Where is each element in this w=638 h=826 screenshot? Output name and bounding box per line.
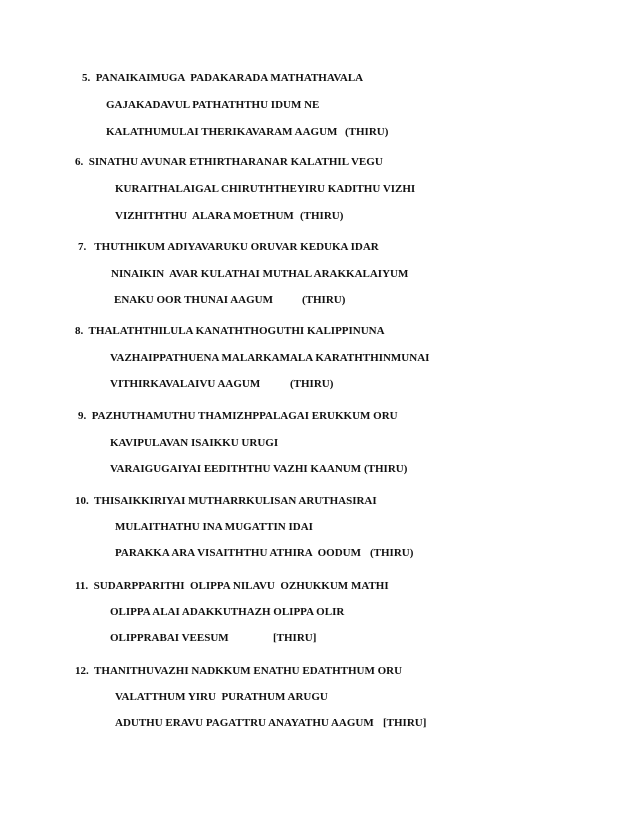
verse-line: ADUTHU ERAVU PAGATTRU ANAYATHU AAGUM	[115, 717, 374, 729]
verse-line: VAZHAIPPATHUENA MALARKAMALA KARATHTHINMUNAI	[110, 352, 430, 364]
refrain-marker: [THIRU]	[273, 632, 317, 644]
verse-line: 9. PAZHUTHAMUTHU THAMIZHPPALAGAI ERUKKUM ORU	[78, 410, 398, 422]
refrain-marker: (THIRU)	[302, 294, 346, 306]
verse-line: 12. THANITHUVAZHI NADKKUM ENATHU EDATHTHUM ORU	[75, 665, 403, 677]
refrain-marker: [THIRU]	[383, 717, 427, 729]
verse-line: 6. SINATHU AVUNAR ETHIRTHARANAR KALATHIL VEGU	[75, 156, 383, 168]
verse-line: 7. THUTHIKUM ADIYAVARUKU ORUVAR KEDUKA IDAR	[78, 241, 379, 253]
verse-line: ENAKU OOR THUNAI AAGUM	[114, 294, 274, 306]
refrain-marker: (THIRU)	[370, 547, 414, 559]
refrain-marker: (THIRU)	[290, 378, 334, 390]
verse-line: VITHIRKAVALAIVU AAGUM	[110, 378, 261, 390]
refrain-marker: (THIRU)	[364, 463, 408, 475]
verse-line: KURAITHALAIGAL CHIRUTHTHEYIRU KADITHU VIZHI	[115, 183, 416, 195]
verse-line: KALATHUMULAI THERIKAVARAM AAGUM	[106, 126, 338, 138]
verse-line: VIZHITHTHU ALARA MOETHUM	[115, 210, 294, 222]
verse-line: 10. THISAIKKIRIYAI MUTHARRKULISAN ARUTHASIRAI	[75, 495, 377, 507]
verse-line: VALATTHUM YIRU PURATHUM ARUGU	[115, 691, 328, 703]
verse-line: NINAIKIN AVAR KULATHAI MUTHAL ARAKKALAIYUM	[111, 268, 409, 280]
refrain-marker: (THIRU)	[345, 126, 389, 138]
verse-line: 11. SUDARPPARITHI OLIPPA NILAVU OZHUKKUM MATHI	[75, 580, 389, 592]
verse-line: OLIPPA ALAI ADAKKUTHAZH OLIPPA OLIR	[110, 606, 345, 618]
verse-line: GAJAKADAVUL PATHATHTHU IDUM NE	[106, 99, 320, 111]
verse-line: PARAKKA ARA VISAITHTHU ATHIRA OODUM	[115, 547, 362, 559]
verse-line: VARAIGUGAIYAI EEDITHTHU VAZHI KAANUM	[110, 463, 362, 475]
verse-line: OLIPPRABAI VEESUM	[110, 632, 229, 644]
verse-line: 8. THALATHTHILULA KANATHTHOGUTHI KALIPPINUNA	[75, 325, 385, 337]
verse-line: KAVIPULAVAN ISAIKKU URUGI	[110, 437, 279, 449]
verse-line: MULAITHATHU INA MUGATTIN IDAI	[115, 521, 313, 533]
refrain-marker: (THIRU)	[300, 210, 344, 222]
verse-line: 5. PANAIKAIMUGA PADAKARADA MATHATHAVALA	[82, 72, 364, 84]
